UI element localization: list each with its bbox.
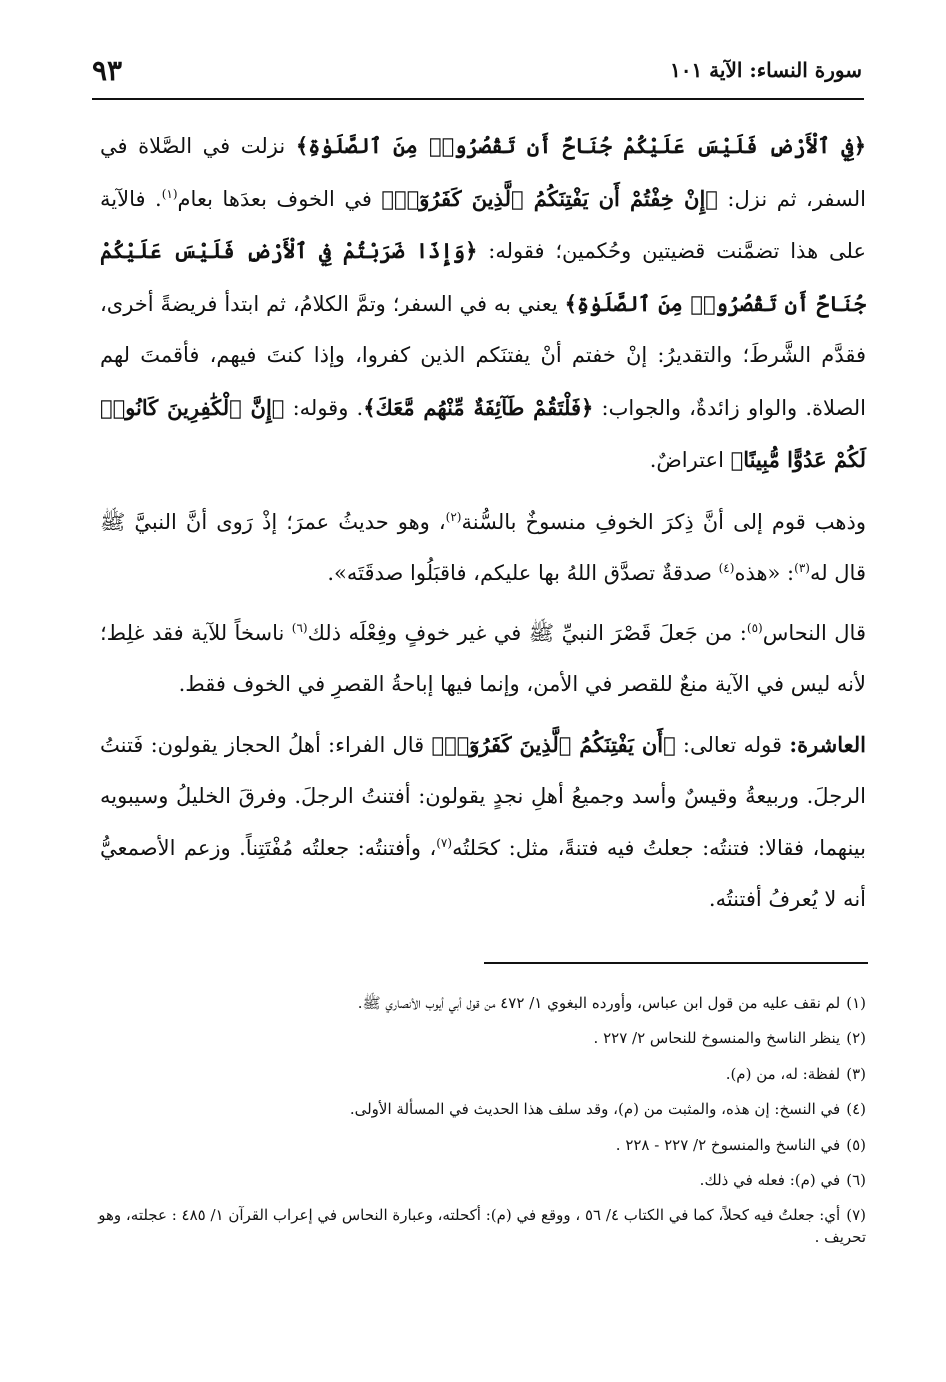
footnote-text: أي: جعلتُ فيه كحلاً، كما في الكتاب ٤/ ٥٦ ، ووقع في (م): أكحلته، وعبارة النحاس في إعراب القرآن ١/ ٤٨٥ : عجلته، وهو تحريف . <box>98 1206 866 1247</box>
footnote-divider <box>484 962 868 964</box>
footnote-ref[interactable]: (٣) <box>794 561 810 575</box>
footnote-text: لم نقف عليه من قول ابن عباس، وأورده البغوي ١/ ٤٧٢ من قول أبي أيوب الأنصاري ﷺ. <box>357 994 841 1012</box>
page-header <box>92 52 862 90</box>
paragraph-2 <box>100 497 866 600</box>
footnote-ref[interactable]: (٥) <box>746 620 763 635</box>
footnote <box>86 1169 866 1191</box>
text-run: ، وهو حديثُ عمرَ؛ إذْ رَوى أنَّ النبيَّ ﷺ قال له <box>100 509 866 585</box>
footnote-number: (٧) <box>846 1206 866 1225</box>
footnote-number: (٦) <box>846 1170 866 1189</box>
footnotes <box>86 992 866 1262</box>
text-run: ، وأفتنتُه: جعلتُه مُفْتَتِناً. وزعم الأصمعيُّ أنه لا يُعرفُ أفتنتُه. <box>100 835 866 911</box>
footnote-text: لفظة: له، من (م). <box>725 1064 841 1083</box>
quran-quote: ﴿فِي ٱلْأَرْضِ فَلَيْسَ عَلَيْكُمْ جُنَاحٌ أَن تَقْصُرُوا۟ مِنَ ٱلصَّلَوٰةِ﴾ <box>295 133 867 158</box>
footnote-ref[interactable]: (١) <box>161 186 178 201</box>
footnote-number: (٢) <box>846 1029 866 1048</box>
text-run: يعني به في السفر؛ وتمَّ الكلامُ، ثم ابتدأ فريضةً أخرى، فقدَّم الشَّرطَ؛ والتقديرُ: إنْ خفتم أنْ يفتنَكم الذين كفروا، وإذا كنتَ فيهم، فأقمتَ لهم الصلاة. والواو زائدةٌ، والجواب: <box>100 291 866 420</box>
text-run: نزلت في الصَّلاة في السفر، ثم نزل: <box>100 134 867 211</box>
text-run: في الخوف بعدَها بعام <box>177 186 382 211</box>
footnote-text: ينظر الناسخ والمنسوخ للنحاس ٢/ ٢٢٧ . <box>593 1029 841 1048</box>
quran-quote: ﴿أَن يَفْتِنَكُمُ ٱلَّذِينَ كَفَرُوٓا۟﴾ <box>431 731 676 757</box>
footnote-ref[interactable]: (٦) <box>291 620 308 635</box>
footnote <box>86 992 866 1014</box>
footnote <box>86 1098 866 1120</box>
running-title: سورة النساء: الآية ١٠١ <box>669 58 862 82</box>
footnote <box>86 1134 866 1156</box>
footnote-number: (٥) <box>846 1135 866 1154</box>
text-run: . وقوله: <box>284 395 364 420</box>
quran-quote: ﴿إِنْ خِفْتُمْ أَن يَفْتِنَكُمُ ٱلَّذِينَ كَفَرُوٓا۟﴾ <box>381 185 718 211</box>
text-run: : من جَعلَ قَصْرَ النبيِّ ﷺ في غير خوفٍ وفِعْلَه ذلك <box>307 620 747 645</box>
header-divider <box>92 98 864 100</box>
paragraph-1 <box>100 120 866 487</box>
text-run: صدقةٌ تصدَّق اللهُ بها عليكم، فاقبَلُوا صدقَتَه». <box>327 561 719 585</box>
paragraph-3 <box>100 608 866 711</box>
quran-quote: ﴿إِنَّ ٱلْكَٰفِرِينَ كَانُوا۟ لَكُمْ عَدُوًّا مُّبِينًا﴾ <box>100 394 866 472</box>
text-run: وذهب قوم إلى أنَّ ذِكرَ الخوفِ منسوخٌ بالسُّنة <box>461 509 866 534</box>
main-text <box>100 120 866 926</box>
text-run: قال الفراء: أهلُ الحجاز يقولون: فَتنتُ الرجلَ. وربيعةُ وقيسٌ وأسد وجميعُ أهلِ نجدٍ يقولون: أفتنتُ الرجلَ. وفرقَ الخليلُ وسيبويه بينهما، فقالا: فتنتُه: جعلتُ فيه فتنةً، مثل: كحَلتُه <box>100 732 866 860</box>
footnote <box>86 1063 866 1085</box>
page-number: ٩٣ <box>92 54 123 87</box>
footnote-number: (١) <box>846 994 866 1012</box>
section-lead: العاشرة: <box>789 731 867 757</box>
text-run: قال النحاس <box>762 620 866 645</box>
footnote-ref[interactable]: (٢) <box>445 509 462 524</box>
text-run: . فالآية على هذا تضمَّنت قضيتين وحُكمين؛ فقوله: <box>100 186 866 263</box>
footnote-ref[interactable]: (٧) <box>436 835 453 850</box>
text-run: اعتراضٌ. <box>649 448 731 472</box>
footnote <box>86 1204 866 1248</box>
text-run: : «هذه <box>734 561 795 585</box>
footnote-number: (٤) <box>846 1100 866 1119</box>
footnote-ref[interactable]: (٤) <box>718 561 735 575</box>
footnote-text: في النسخ: إن هذه، والمثبت من (م)، وقد سلف هذا الحديث في المسألة الأولى. <box>349 1100 841 1119</box>
text-run: قوله تعالى: <box>675 732 790 757</box>
footnote-number: (٣) <box>846 1064 866 1083</box>
paragraph-4 <box>100 719 866 926</box>
footnote-text: في (م): فعله في ذلك. <box>699 1170 841 1189</box>
footnote <box>86 1027 866 1049</box>
quran-quote: ﴿فَلْتَقُمْ طَآئِفَةٌ مِّنْهُم مَّعَكَ﴾ <box>363 394 594 420</box>
quran-quote: ﴿وَإِذَا ضَرَبْتُمْ فِي ٱلْأَرْضِ فَلَيْسَ عَلَيْكُمْ جُنَاحٌ أَن تَقْصُرُوا۟ مِنَ ٱلصَّلَوٰةِ﴾ <box>100 238 867 316</box>
text-run: ناسخاً للآية فقد غلِط؛ لأنه ليس في الآية منعٌ للقصر في الأمن، وإنما فيها إباحةُ القصرِ في الخوف فقط. <box>100 620 866 696</box>
footnote-text: في الناسخ والمنسوخ ٢/ ٢٢٧ - ٢٢٨ . <box>615 1135 841 1154</box>
